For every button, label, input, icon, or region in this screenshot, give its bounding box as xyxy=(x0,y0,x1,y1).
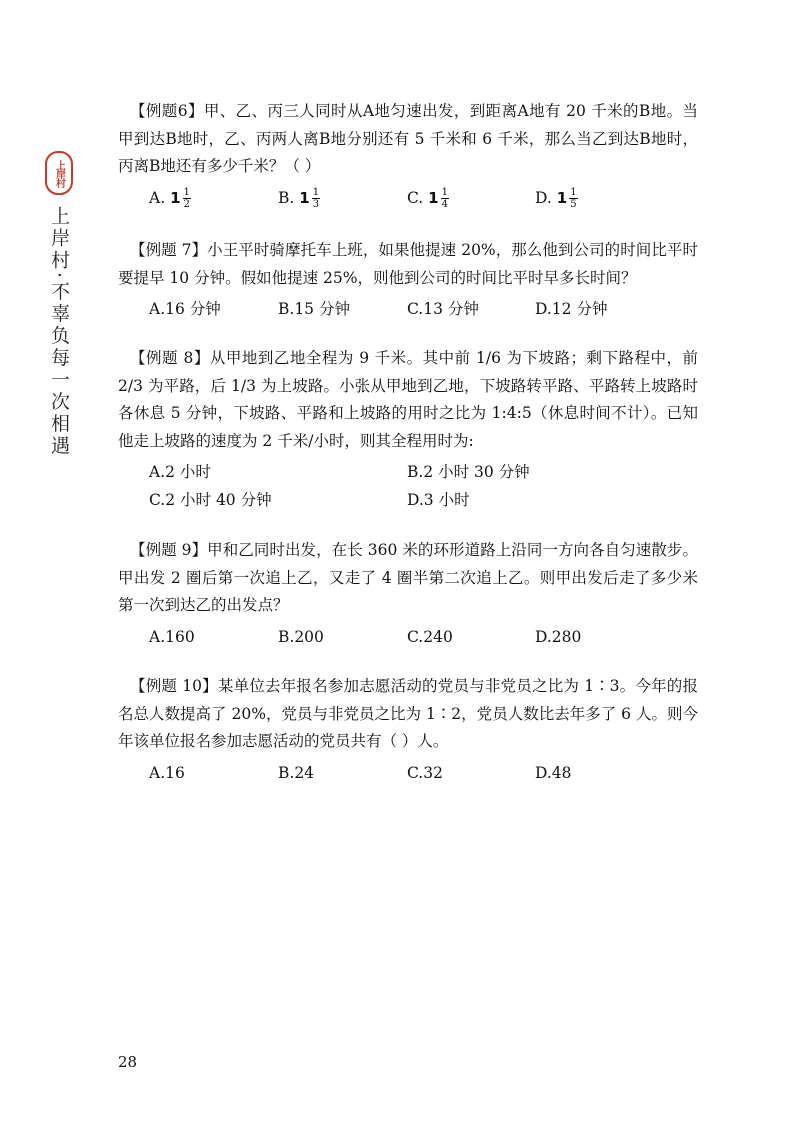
option-c: C.240 xyxy=(407,627,453,646)
fraction: $\frac{1}{3}$ xyxy=(312,187,320,210)
question-stem: 【例题 9】甲和乙同时出发，在长 360 米的环形道路上沿同一方向各自匀速散步。甲出发 2 圈后第一次追上乙，又走了 4 圈半第二次追上乙。则甲出发后走了多少米第一次到达乙的出发点？ xyxy=(118,541,698,614)
fraction: $\frac{1}{4}$ xyxy=(441,187,448,210)
option-d: D.3 小时 xyxy=(407,491,470,509)
option-a: A.2 小时 xyxy=(149,463,211,481)
question-stem: 【例题 8】从甲地到乙地全程为 9 千米。其中前 1/6 为下坡路；剩下路程中，前 2/3 为平路，后 1/3 为上坡路。小张从甲地到乙地，下坡路转平路、平路转上坡路时各休息 5 分钟，下坡路、平路和上坡路的用时之比为 1:4:5（休息时间不计）。已知他走上坡路的速度为 2 千米/小时，则其全程用时为: xyxy=(118,349,698,450)
option-b: B.24 xyxy=(278,763,315,782)
option-b: B. 1 $\frac{1}{3}$ xyxy=(278,187,320,210)
question-8 xyxy=(118,345,698,515)
option-a: A. 1 $\frac{1}{2}$ xyxy=(149,187,190,210)
side-slogan: 上岸村·不辜负每一次相遇 xyxy=(48,206,70,458)
question-7 xyxy=(118,237,698,324)
option-c: C.2 小时 40 分钟 xyxy=(149,491,272,509)
options-row xyxy=(118,760,698,788)
option-d: D.12 分钟 xyxy=(535,300,608,318)
question-6 xyxy=(118,98,698,213)
seal-logo xyxy=(45,151,73,195)
options-row xyxy=(118,185,698,213)
option-a: A.160 xyxy=(149,627,195,646)
options-row xyxy=(118,624,698,652)
options-row xyxy=(118,487,698,515)
seal-logo-text: 上岸村 xyxy=(53,159,65,187)
option-b: B.200 xyxy=(278,627,324,646)
option-c: C.32 xyxy=(407,763,443,782)
option-d: D.48 xyxy=(535,763,572,782)
options-row xyxy=(118,459,698,487)
fraction: $\frac{1}{5}$ xyxy=(570,187,577,210)
option-d: D.280 xyxy=(535,627,582,646)
option-d: D. 1 $\frac{1}{5}$ xyxy=(535,187,577,210)
page-number: 28 xyxy=(118,1053,138,1071)
option-a: A.16 分钟 xyxy=(149,300,221,318)
question-stem: 【例题6】甲、乙、丙三人同时从A地匀速出发，到距离A地有 20 千米的B地。当甲到达B地时，乙、丙两人离B地分别还有 5 千米和 6 千米，那么当乙到达B地时，丙离B地还有多少千米？（ ） xyxy=(118,102,698,175)
option-a: A.16 xyxy=(149,763,185,782)
option-b: B.15 分钟 xyxy=(278,300,350,318)
option-c: C.13 分钟 xyxy=(407,300,479,318)
option-c: C. 1 $\frac{1}{4}$ xyxy=(407,187,448,210)
question-stem: 【例题 10】某单位去年报名参加志愿活动的党员与非党员之比为 1∶3。今年的报名总人数提高了 20%，党员与非党员之比为 1∶2，党员人数比去年多了 6 人。则今年该单位报名参加志愿活动的党员共有（ ）人。 xyxy=(118,677,698,750)
question-stem: 【例题 7】小王平时骑摩托车上班，如果他提速 20%，那么他到公司的时间比平时要提早 10 分钟。假如他提速 25%，则他到公司的时间比平时早多长时间？ xyxy=(118,241,698,287)
options-row xyxy=(118,296,698,324)
question-9 xyxy=(118,537,698,652)
question-10 xyxy=(118,673,698,788)
fraction: $\frac{1}{2}$ xyxy=(183,187,190,210)
option-b: B.2 小时 30 分钟 xyxy=(407,463,530,481)
